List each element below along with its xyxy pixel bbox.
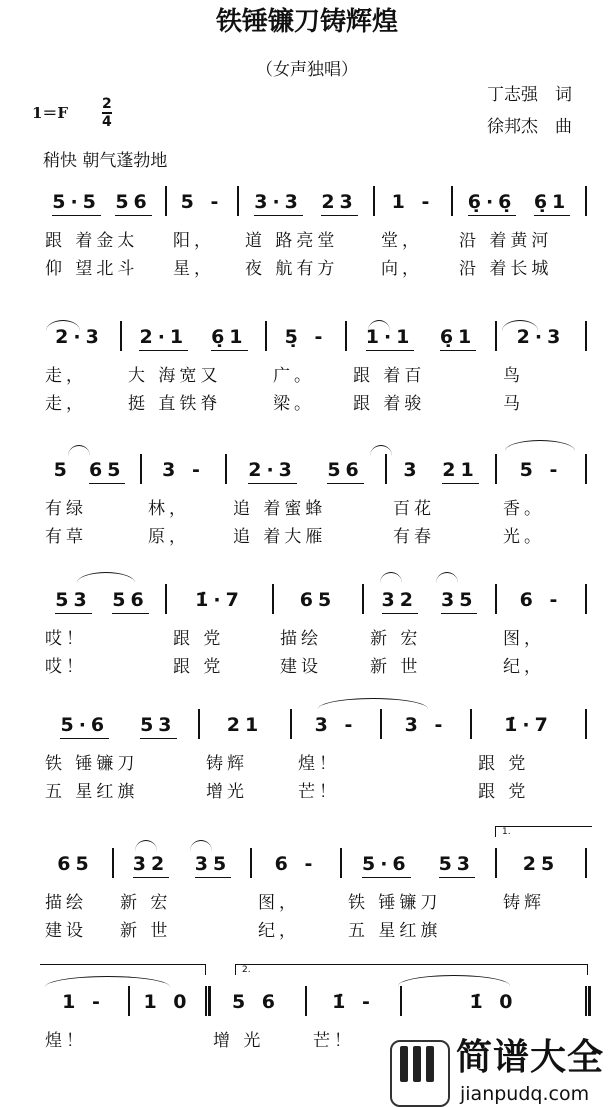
tempo-marking: 稍快 朝气蓬勃地 [43, 151, 168, 171]
measure [120, 852, 244, 878]
measure [213, 990, 299, 1016]
lyric-verse-2: 新 世 [120, 921, 172, 941]
measure [388, 713, 464, 739]
note-group: 1̇ 0 [469, 991, 518, 1013]
note-group: 53 [439, 852, 475, 878]
lyric-verse-2: 增光 [206, 782, 248, 802]
lyric-verse-2: 光。 [503, 527, 545, 547]
time-signature [102, 96, 112, 130]
lyric-verse-1: 铸辉 [503, 893, 545, 913]
barline [400, 986, 402, 1016]
barline [585, 584, 587, 614]
barline [290, 709, 292, 739]
note-group: 6̣1 [534, 190, 570, 216]
slur [370, 445, 392, 456]
slur [368, 320, 390, 331]
measure [393, 458, 489, 484]
slur [46, 320, 80, 331]
note-group: 3 - [314, 714, 358, 736]
measure [273, 325, 339, 351]
lyric-verse-1: 煌！ [298, 754, 340, 774]
barline [585, 454, 587, 484]
note-group: 1 - [62, 991, 105, 1013]
note-group: 35 [441, 588, 477, 614]
piano-icon [390, 1040, 450, 1107]
note-group: 32 [382, 588, 418, 614]
lyric-verse-1: 描绘 [280, 629, 322, 649]
lyric-verse-2: 有草 [45, 527, 87, 547]
lyric-verse-1: 新 宏 [120, 893, 172, 913]
note-group: 1 - [391, 191, 435, 213]
slur [135, 840, 157, 851]
note-group: 25 [522, 853, 560, 875]
lyric-verse-1: 鸟 [503, 366, 524, 386]
lyric-verse-2: 追 着大雁 [233, 527, 327, 547]
barline [585, 321, 587, 351]
final-barline [585, 986, 591, 1016]
lyric-verse-1: 沿 着黄河 [459, 231, 553, 251]
note-group: 56 [327, 458, 363, 484]
lyric-verse-1: 跟 着百 [353, 366, 426, 386]
measure [45, 990, 122, 1016]
barline [345, 321, 347, 351]
lyric-verse-1: 林， [148, 499, 190, 519]
lyric-verse-2: 五 星红旗 [348, 921, 442, 941]
lyric-verse-1: 走， [45, 366, 87, 386]
lyric-verse-1: 跟 党 [478, 754, 530, 774]
lyric-verse-2: 五 星红旗 [45, 782, 139, 802]
volta-1: 1. [495, 826, 592, 837]
barline [165, 584, 167, 614]
note-group: 5 - [519, 459, 563, 481]
note-group: 1̇·7 [195, 589, 244, 611]
barline [272, 584, 274, 614]
barline [585, 848, 587, 878]
lyric-verse-1: 芒！ [313, 1031, 355, 1051]
note-group: 53 [55, 588, 91, 614]
lyric-verse-1: 铸辉 [206, 754, 248, 774]
barline [340, 848, 342, 878]
lyric-verse-1: 图， [258, 893, 300, 913]
barline [380, 709, 382, 739]
slur [502, 320, 538, 331]
lyric-verse-1: 广。 [273, 366, 315, 386]
note-group: 2·1 [139, 325, 188, 351]
barline [385, 454, 387, 484]
barline [495, 848, 497, 878]
lyric-verse-2: 有春 [393, 527, 435, 547]
lyric-verse-2: 纪， [503, 657, 545, 677]
lyric-verse-2: 建设 [280, 657, 322, 677]
barline [198, 709, 200, 739]
barline [250, 848, 252, 878]
composer: 徐邦杰 曲 [487, 117, 572, 137]
slur [318, 698, 428, 709]
lyric-verse-2: 沿 着长城 [459, 259, 553, 279]
slur [436, 572, 458, 583]
measure [459, 190, 579, 216]
key-signature: 1＝F [32, 104, 69, 122]
lyric-verse-2: 星， [173, 259, 215, 279]
lyric-verse-2: 纪， [258, 921, 300, 941]
lyric-verse-2: 跟 党 [478, 782, 530, 802]
lyric-verse-2: 挺 直铁脊 [128, 394, 222, 414]
measure [408, 990, 579, 1016]
barline [237, 186, 239, 216]
song-title: 铁锤镰刀铸辉煌 [215, 7, 399, 37]
lyric-verse-1: 铁 锤镰刀 [45, 754, 139, 774]
note-group: 5·5 [52, 190, 101, 216]
lyric-verse-1: 跟 党 [173, 629, 225, 649]
lyric-verse-1: 描绘 [45, 893, 87, 913]
barline [373, 186, 375, 216]
volta-1-continued [40, 964, 206, 975]
volta-2: 2. [235, 964, 588, 975]
lyric-verse-2: 梁。 [273, 394, 315, 414]
note-group: 21 [226, 714, 264, 736]
measure [45, 713, 192, 739]
lyric-verse-1: 跟 着金太 [45, 231, 139, 251]
lyric-verse-2: 向， [381, 259, 423, 279]
barline [140, 454, 142, 484]
barline [495, 321, 497, 351]
note-group: 2·3 [55, 326, 104, 348]
note-group: 6 - [519, 589, 563, 611]
slur [68, 445, 90, 456]
note-group: 5 [53, 459, 72, 481]
measure [233, 458, 379, 484]
lyric-verse-1: 哎！ [45, 629, 87, 649]
note-group: 2·3 [516, 326, 566, 348]
watermark-name: 简谱大全 [456, 1037, 605, 1078]
score-system [0, 458, 614, 558]
measure [280, 588, 356, 614]
slur [77, 572, 135, 583]
barline [585, 709, 587, 739]
lyric-verse-2: 马 [503, 394, 524, 414]
barline [225, 454, 227, 484]
measure [45, 588, 159, 614]
measure [173, 588, 266, 614]
performance-type: （女声独唱） [256, 60, 358, 80]
note-group: 5 - [180, 191, 224, 213]
note-group: 65 [299, 589, 337, 611]
barline [495, 454, 497, 484]
measure [313, 990, 394, 1016]
barline [165, 186, 167, 216]
note-group: 56 [115, 190, 151, 216]
lyric-verse-1: 阳， [173, 231, 215, 251]
barline [362, 584, 364, 614]
slur [505, 440, 575, 451]
note-group: 1̇ - [332, 991, 375, 1013]
barline [495, 584, 497, 614]
note-group: 65 [89, 458, 125, 484]
barline [305, 986, 307, 1016]
measure [136, 990, 199, 1016]
note-group: 1̇·7 [504, 714, 553, 736]
note-group: 6 - [274, 853, 318, 875]
lyric-verse-1: 图， [503, 629, 545, 649]
note-group: 65 [57, 853, 94, 875]
measure [503, 458, 579, 484]
note-group: 6̣1 [211, 325, 247, 351]
lyric-verse-2: 原， [148, 527, 190, 547]
lyric-verse-2: 新 世 [370, 657, 422, 677]
barline [470, 709, 472, 739]
barline [451, 186, 453, 216]
measure [245, 190, 367, 216]
score-system [0, 190, 614, 290]
lyric-verse-1: 增 光 [213, 1031, 265, 1051]
slur [45, 976, 170, 987]
lyric-verse-1: 百花 [393, 499, 435, 519]
lyric-verse-2: 仰 望北斗 [45, 259, 139, 279]
note-group: 5 6 [231, 991, 281, 1013]
note-group: 6̣1 [440, 325, 476, 351]
note-group: 3 [403, 459, 422, 481]
repeat-barline [205, 986, 211, 1016]
time-bottom: 4 [102, 114, 112, 130]
lyric-verse-1: 铁 锤镰刀 [348, 893, 442, 913]
barline [112, 848, 114, 878]
lyric-verse-2: 哎！ [45, 657, 87, 677]
lyric-verse-2: 芒！ [298, 782, 340, 802]
measure [478, 713, 579, 739]
measure [45, 190, 159, 216]
note-group: 21 [442, 458, 478, 484]
lyric-verse-1: 大 海宽又 [128, 366, 222, 386]
note-group: 1 0 [143, 991, 192, 1013]
lyric-verse-1: 堂， [381, 231, 423, 251]
note-group: 3 - [162, 459, 205, 481]
note-group: 5·6 [362, 852, 411, 878]
lyric-verse-2: 走， [45, 394, 87, 414]
note-group: 6̣·6̣ [468, 190, 517, 216]
measure [503, 588, 579, 614]
note-group: 23 [321, 190, 357, 216]
measure [173, 190, 231, 216]
note-group: 3 - [404, 714, 448, 736]
note-group: 3·3 [254, 190, 303, 216]
note-group: 5·6 [60, 713, 109, 739]
lyric-verse-1: 煌！ [45, 1031, 87, 1051]
score-system [0, 713, 614, 813]
lyric-verse-2: 跟 着骏 [353, 394, 426, 414]
note-group: 1·1 [366, 325, 415, 351]
measure [206, 713, 284, 739]
note-group: 5̣ - [284, 326, 328, 348]
score-system [0, 325, 614, 425]
score-system [0, 852, 614, 952]
lyric-verse-1: 有绿 [45, 499, 87, 519]
score-system [0, 588, 614, 688]
barline [585, 186, 587, 216]
measure [370, 588, 489, 614]
time-top: 2 [102, 96, 112, 112]
note-group: 53 [140, 713, 176, 739]
lyricist: 丁志强 词 [487, 85, 572, 105]
note-group: 32 [133, 852, 169, 878]
slur [190, 840, 212, 851]
measure [45, 458, 134, 484]
lyric-verse-2: 跟 党 [173, 657, 225, 677]
note-group: 2·3 [248, 458, 297, 484]
note-group: 35 [195, 852, 231, 878]
lyric-verse-1: 道 路亮堂 [245, 231, 339, 251]
slur [380, 572, 402, 583]
lyric-verse-2: 建设 [45, 921, 87, 941]
barline [128, 986, 130, 1016]
note-group: 56 [112, 588, 148, 614]
measure [298, 713, 374, 739]
watermark-logo [390, 1037, 614, 1107]
measure [503, 852, 579, 878]
lyric-verse-1: 追 着蜜蜂 [233, 499, 327, 519]
measure [148, 458, 219, 484]
lyric-verse-1: 新 宏 [370, 629, 422, 649]
measure [45, 852, 106, 878]
measure [258, 852, 334, 878]
lyric-verse-2: 夜 航有方 [245, 259, 339, 279]
barline [265, 321, 267, 351]
slur [398, 975, 510, 986]
measure [348, 852, 489, 878]
barline [120, 321, 122, 351]
lyric-verse-1: 香。 [503, 499, 545, 519]
watermark-url: jianpudq.com [460, 1083, 590, 1105]
measure [381, 190, 445, 216]
measure [128, 325, 259, 351]
